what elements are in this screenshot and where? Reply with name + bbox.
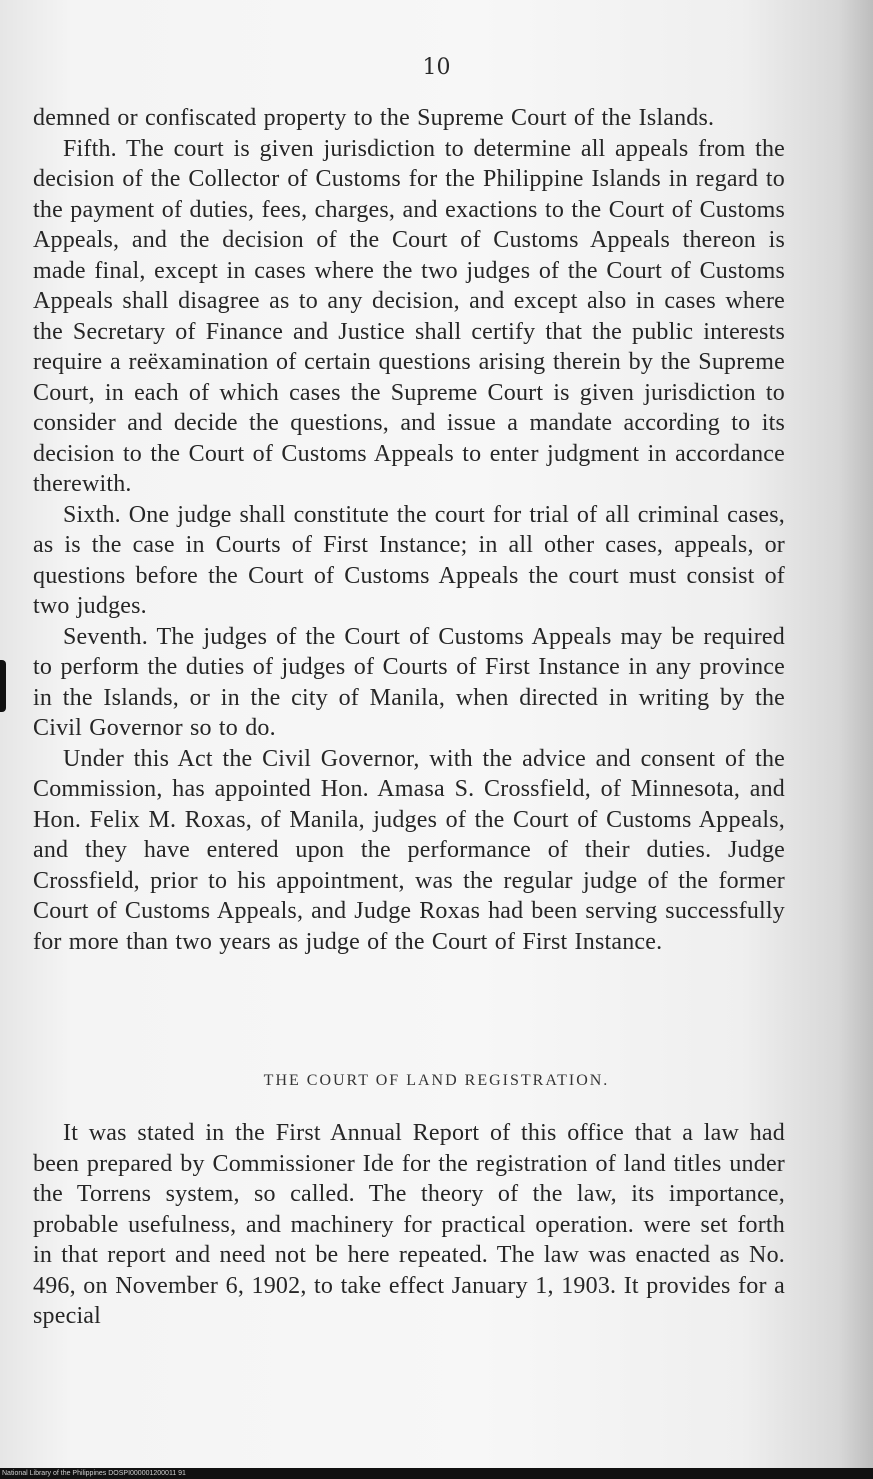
scan-footer [0,1468,873,1479]
paragraph: Sixth. One judge shall constitute the court for trial of all criminal cases, as is the case in Courts of First Instance; in all other cases, appeals, or questions before the Court of Customs Appeals the court must consist of two judges. [33,501,785,619]
paragraph: Fifth. The court is given jurisdiction to determine all appeals from the decision of the Collector of Customs for the Philippine Islands in regard to the payment of duties, fees, charges, and exactions to the Court of Customs Appeals, and the decision of the Court of Customs Appeals thereon is made final, except in cases where the two judges of the Court of Customs Appeals shall disagree as to any decision, and except also in cases where the Secretary of Finance and Justice shall certify that the public interests require a reëxamination of certain questions arising therein by the Supreme Court, in each of which cases the Supreme Court is given jurisdiction to consider and decide the questions, and issue a mandate according to its decision to the Court of Customs Appeals to enter judgment in accordance therewith. [33,135,785,497]
paragraph: Seventh. The judges of the Court of Customs Appeals may be required to perform the duties of judges of Courts of First Instance in any province in the Islands, or in the city of Manila, when directed in writing by the Civil Governor so to do. [33,623,785,741]
body-text-lower [33,1118,785,1332]
paragraph: Under this Act the Civil Governor, with the advice and consent of the Commission, has appointed Hon. Amasa S. Crossfield, of Minnesota, and Hon. Felix M. Roxas, of Manila, judges of the Court of Customs Appeals, and they have entered upon the performance of their duties. Judge Crossfield, prior to his appointment, was the regular judge of the former Court of Customs Appeals, and Judge Roxas had been serving successfully for more than two years as judge of the Court of First Instance. [33,745,785,955]
paragraph: It was stated in the First Annual Report of this office that a law had been prepared by Commissioner Ide for the registration of land titles under the Torrens system, so called. The theory of the law, its importance, probable usefulness, and machinery for practical operation. were set forth in that report and need not be here repeated. The law was enacted as No. 496, on November 6, 1902, to take effect January 1, 1903. It provides for a special [33,1120,785,1329]
page-number: 10 [422,55,451,80]
footer-caption: National Library of the Philippines DOSPI000001200011 91 [2,1470,186,1477]
paragraph: demned or confiscated property to the Supreme Court of the Islands. [33,105,715,131]
section-heading: THE COURT OF LAND REGISTRATION. [263,1072,610,1089]
scan-margin-mark [0,660,6,712]
body-text-upper [33,103,785,957]
